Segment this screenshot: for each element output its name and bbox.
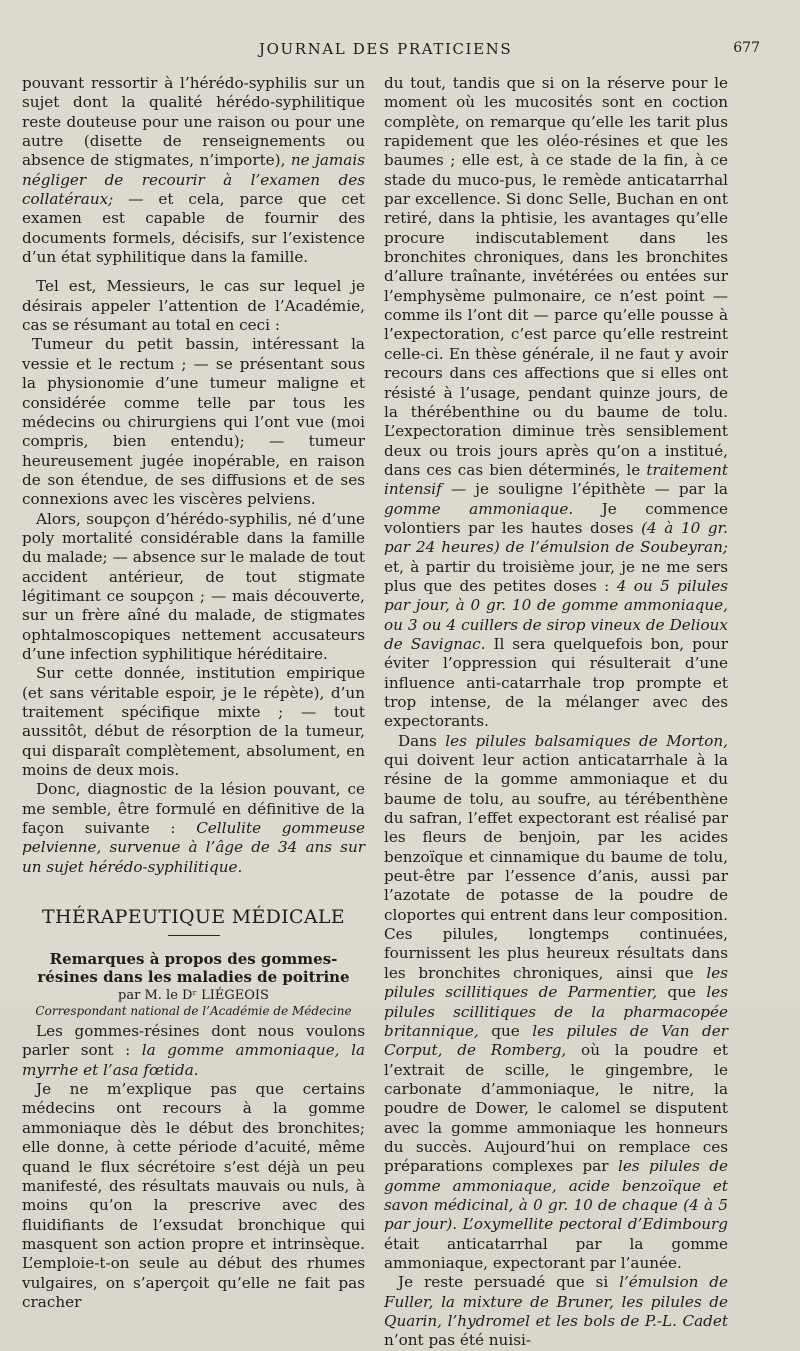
paragraph: Tumeur du petit bassin, intéressant la vessie et le rectum ; — se présentant sous la physionomie d’une tumeur maligne et considérée comme telle par tous les médecins ou chirurgiens qui l’ont vue (moi compris, bien entendu); — tumeur heureusement jugée inopérable, en raison de son étendue, de ses diffusions et de ses connexions avec les viscères pelviens. bbox=[22, 335, 365, 509]
paragraph: Sur cette donnée, institution empirique (et sans véritable espoir, je le répète), d’un traitement spécifique mixte ; — tout aussitôt, début de résorption de la tumeur, qui disparaît complètement, absolument, en moins de deux mois. bbox=[22, 664, 365, 780]
paragraph: Alors, soupçon d’hérédo-syphilis, né d’une poly mortalité considérable dans la famille du malade; — absence sur le malade de tout accident antérieur, de tout stigmate légitimant ce soupçon ; — mais découverte, sur un frère aîné du malade, de stigmates ophtalmoscopiques nettement accusateurs d’une infection syphilitique héréditaire. bbox=[22, 509, 365, 663]
article-title: Remarques à propos des gommes-résines dans les maladies de poitrine bbox=[37, 950, 350, 987]
paragraph: pouvant ressortir à l’hérédo-syphilis sur un sujet dont la qualité hérédo-syphilitique reste douteuse pour une raison ou pour une autre (disette de renseignements ou absence de stigmates, n’importe), ne jamais négliger de recourir à l’examen des collatéraux; — et cela, parce que cet examen est capable de fournir des documents formels, décisifs, sur l’existence d’un état syphilitique dans la famille. bbox=[22, 74, 365, 267]
paragraph: Dans les pilules balsamiques de Morton, qui doivent leur action anticatarrhale à la résine de la gomme ammoniaque et du baume de tolu, au soufre, au térébenthène du safran, l’effet expectorant est réalisé par les fleurs de benjoin, par les acides benzoïque et cinnamique du baume de tolu, peut-être par l’essence d’anis, aussi par l’azotate de potasse de la poudre de cloportes qui entrent dans leur composition. Ces pilules, longtemps continuées, fournissent les plus heureux résultats dans les bronchites chroniques, ainsi que les pilules scillitiques de Parmentier, que les pilules scillitiques de la pharmacopée britannique, que les pilules de Van der Corput, de Romberg, où la poudre et l’extrait de scille, le gingembre, le carbonate d’ammoniaque, le nitre, la poudre de Dower, le calomel se disputent avec la gomme ammoniaque les honneurs du succès. Aujourd’hui on remplace ces préparations complexes par les pilules de gomme ammoniaque, acide benzoïque et savon médicinal, à 0 gr. 10 de chaque (4 à 5 par jour). L’oxymellite pectoral d’Edimbourg était anticatarrhal par la gomme ammoniaque, expectorant par l’aunée. bbox=[384, 731, 729, 1272]
running-title: JOURNAL DES PRATICIENS bbox=[259, 40, 513, 58]
paragraph: du tout, tandis que si on la réserve pour le moment où les mucosités sont en coction complète, on remarque qu’elle les tarit plus rapidement que les oléo-résines et que les baumes ; elle est, à ce stade de la fin, à ce stade du muco-pus, le remède anticatarrhal par excellence. Si donc Selle, Buchan en ont retiré, dans la phtisie, les avantages qu’elle procure indiscutablement dans les bronchites chroniques, dans les bronchites d’allure traînante, invétérées ou entées sur l’emphysème pulmonaire, ce n’est point — comme ils l’ont dit — parce qu’elle pousse à l’expectoration, c’est parce qu’elle restreint celle-ci. En thèse générale, il ne faut y avoir recours dans ces affections que si elles ont résisté à l’usage, pendant quinze jours, de la thérébenthine ou du baume de tolu. L’expectoration diminue très sensiblement deux ou trois jours après qu’on a institué, dans ces cas bien déterminés, le traitement intensif — je souligne l’épithète — par la gomme ammoniaque. Je commence volontiers par les hautes doses (4 à 10 gr. par 24 heures) de l’émulsion de Soubeyran; et, à partir du troisième jour, je ne me sers plus que des petites doses : 4 ou 5 pilules par jour, à 0 gr. 10 de gomme ammoniaque, ou 3 ou 4 cuillers de sirop vineux de Delioux de Savignac. Il sera quelquefois bon, pour éviter l’oppression qui résulterait d’une influence anti-catarrhale trop prompte et trop intense, de la mélanger avec des expectorants. bbox=[384, 74, 729, 731]
paragraph: Tel est, Messieurs, le cas sur lequel je désirais appeler l’attention de l’Académie, cas se résumant au total en ceci : bbox=[22, 277, 365, 335]
right-column bbox=[384, 74, 728, 1351]
left-column bbox=[22, 74, 365, 1312]
paragraph: Je ne m’explique pas que certains médecins ont recours à la gomme ammoniaque dès le début des bronchites; elle donne, à cette période d’acuité, même quand le flux sécrétoire s’est déjà un peu manifesté, des résultats mauvais ou nuls, à moins qu’on la prescrive avec des fluidifiants de l’exsudat bronchique qui masquent son action propre et intrinsèque. L’emploie-t-on seule au début des rhumes vulgaires, on s’aperçoit qu’elle ne fait pas cracher bbox=[22, 1080, 365, 1311]
paragraph: Les gommes-résines dont nous voulons parler sont : la gomme ammoniaque, la myrrhe et l’asa fœtida. bbox=[22, 1022, 365, 1079]
page-header bbox=[24, 40, 760, 60]
paragraph: Donc, diagnostic de la lésion pouvant, ce me semble, être formulé en définitive de la façon suivante : Cellulite gommeuse pelvienne, survenue à l’âge de 34 ans sur un sujet hérédo-syphilitique. bbox=[22, 780, 365, 876]
page-number: 677 bbox=[733, 40, 760, 56]
section-title: THÉRAPEUTIQUE MÉDICALE bbox=[42, 906, 345, 929]
article-author: par M. le Dʳ LIÉGEOIS bbox=[118, 988, 269, 1004]
paragraph: Je reste persuadé que si l’émulsion de Fuller, la mixture de Bruner, les pilules de Quarin, l’hydromel et les bols de P.-L. Cadet n’ont pas été nuisi- bbox=[384, 1273, 728, 1350]
section-divider bbox=[168, 935, 220, 936]
author-affiliation: Correspondant national de l’Académie de Médecine bbox=[35, 1004, 352, 1019]
